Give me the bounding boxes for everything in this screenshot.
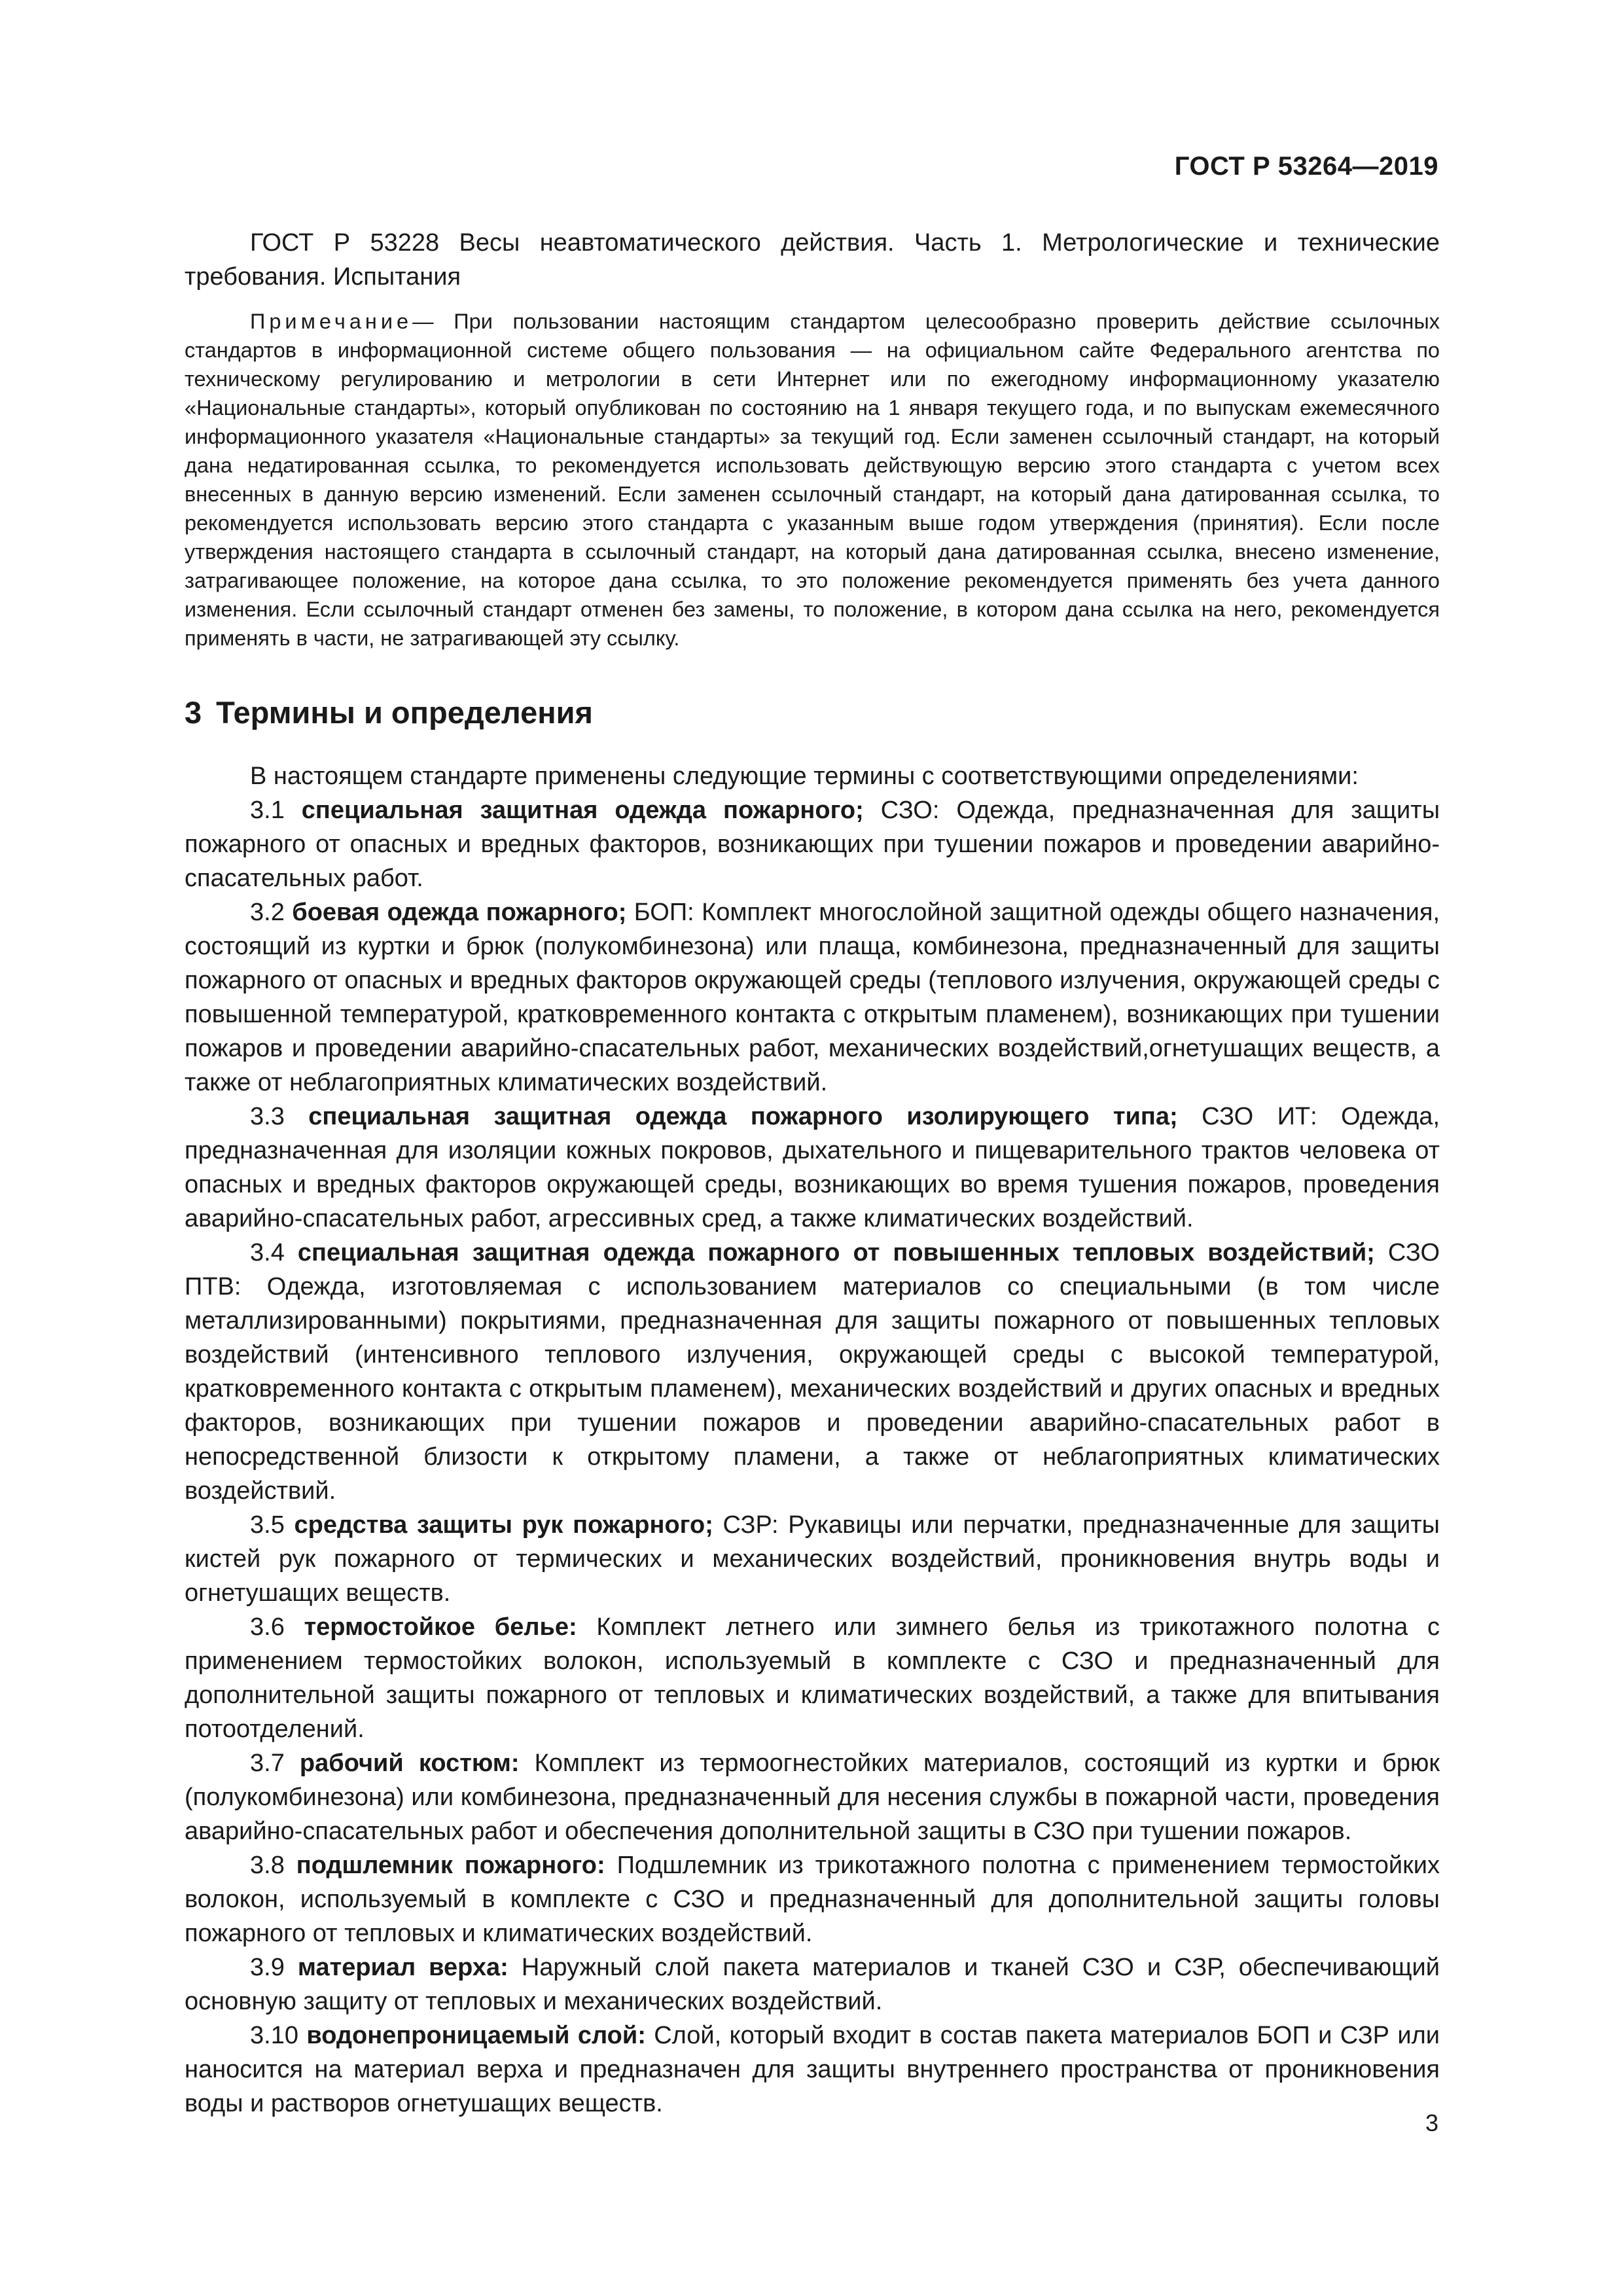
- term-entry: [185, 895, 1440, 1100]
- term-definition: Комплект из термоогнестойких материалов, состоящий из куртки и брюк (полукомбинезона) или комбинезона, предназначенный для несения службы в пожарной части, проведения аварийно-спасательных работ и обеспечения дополнительной защиты в СЗО при тушении пожаров.: [185, 1749, 1440, 1845]
- term-definition: СЗО: Одежда, предназначенная для защиты пожарного от опасных и вредных факторов, возникающих при тушении пожаров и проведении аварийно-спасательных работ.: [185, 797, 1440, 892]
- section-intro: В настоящем стандарте применены следующие термины с соответствующими определениями:: [250, 762, 1359, 790]
- term-definition: СЗО ИТ: Одежда, предназначенная для изоляции кожных покровов, дыхательного и пищеварительного трактов человека от опасных и вредных факторов окружающей среды, возникающих во время тушения пожаров, проведения аварийно-спасательных работ, агрессивных сред, а также климатических воздействий.: [185, 1103, 1440, 1232]
- term-name: специальная защитная одежда пожарного изолирующего типа;: [308, 1103, 1178, 1130]
- term-name: рабочий костюм:: [299, 1749, 520, 1777]
- page-content: [185, 226, 1440, 2121]
- term-number: 3.1: [250, 797, 285, 824]
- section-heading: [185, 694, 1440, 730]
- page-number: 3: [1425, 2109, 1438, 2136]
- term-entry: [185, 1848, 1440, 1950]
- term-entry: [185, 1100, 1440, 1236]
- term-name: специальная защитная одежда пожарного от повышенных тепловых воздействий;: [297, 1239, 1375, 1266]
- term-name: водонепроницаемый слой:: [306, 2022, 646, 2049]
- term-name: специальная защитная одежда пожарного;: [301, 797, 864, 824]
- term-definition: Комплект летнего или зимнего белья из трикотажного полотна с применением термостойких волокон, используемый в комплекте с СЗО и предназначенный для дополнительной защиты пожарного от тепловых и климатических воздействий, а также для впитывания потоотделений.: [185, 1613, 1440, 1743]
- term-name: подшлемник пожарного:: [296, 1852, 605, 1879]
- term-number: 3.2: [250, 899, 285, 926]
- term-number: 3.8: [250, 1852, 285, 1879]
- term-number: 3.7: [250, 1749, 285, 1777]
- term-definition: СЗО ПТВ: Одежда, изготовляемая с использованием материалов со специальными (в том числе металлизированными) покрытиями, предназначенная для защиты пожарного от повышенных тепловых воздействий (интенсивного теплового излучения, окружающей среды с высокой температурой, кратковременного контакта с открытым пламенем), механических воздействий и других опасных и вредных факторов, возникающих при тушении пожаров и проведении аварийно-спасательных работ в непосредственной близости к открытому пламени, а также от неблагоприятных климатических воздействий.: [185, 1239, 1440, 1505]
- term-name: средства защиты рук пожарного;: [294, 1511, 713, 1539]
- reference-entry: ГОСТ Р 53228 Весы неавтоматического действия. Часть 1. Метрологические и технические требования. Испытания: [185, 229, 1440, 291]
- term-entry: [185, 1508, 1440, 1610]
- term-entry: [185, 1610, 1440, 1746]
- term-number: 3.10: [250, 2022, 298, 2049]
- term-entry: [185, 1950, 1440, 2018]
- term-entry: [185, 2018, 1440, 2121]
- term-number: 3.4: [250, 1239, 285, 1266]
- term-definition: Подшлемник из трикотажного полотна с применением термостойких волокон, используемый в комплекте с СЗО и предназначенный для дополнительной защиты головы пожарного от тепловых и климатических воздействий.: [185, 1852, 1440, 1947]
- section-title: Термины и определения: [216, 695, 593, 730]
- note-text: — При пользовании настоящим стандартом целесообразно проверить действие ссылочных стандартов в информационной системе общего пользования — на официальном сайте Федерального агентства по техническому регулированию и метрологии в сети Интернет или по ежегодному информационному указателю «Национальные стандарты», который опубликован по состоянию на 1 января текущего года, и по выпускам ежемесячного информационного указателя «Национальные стандарты» за текущий год. Если заменен ссылочный стандарт, на который дана недатированная ссылка, то рекомендуется использовать действующую версию этого стандарта с учетом всех внесенных в данную версию изменений. Если заменен ссылочный стандарт, на который дана датированная ссылка, то рекомендуется использовать версию этого стандарта с указанным выше годом утверждения (принятия). Если после утверждения настоящего стандарта в ссылочный стандарт, на который дана датированная ссылка, внесено изменение, затрагивающее положение, на которое дана ссылка, то это положение рекомендуется применять без учета данного изменения. Если ссылочный стандарт отменен без замены, то положение, в котором дана ссылка на него, рекомендуется применять в части, не затрагивающей эту ссылку.: [185, 310, 1440, 650]
- document-code: ГОСТ Р 53264—2019: [1174, 152, 1438, 181]
- term-entry: [185, 1746, 1440, 1848]
- term-number: 3.5: [250, 1511, 285, 1539]
- term-number: 3.3: [250, 1103, 285, 1130]
- term-name: боевая одежда пожарного;: [292, 899, 627, 926]
- term-entry: [185, 793, 1440, 895]
- note-label: Примечание: [250, 310, 413, 333]
- term-entry: [185, 1236, 1440, 1508]
- term-definition: БОП: Комплект многослойной защитной одежды общего назначения, состоящий из куртки и брюк (полукомбинезона) или плаща, комбинезона, предназначенный для защиты пожарного от опасных и вредных факторов окружающей среды (теплового излучения, окружающей среды с повышенной температурой, кратковременного контакта с открытым пламенем), возникающих при тушении пожаров и проведении аварийно-спасательных работ, механических воздействий,огнетушащих веществ, а также от неблагоприятных климатических воздействий.: [185, 899, 1440, 1096]
- section-number: 3: [185, 695, 202, 730]
- note-paragraph: [185, 307, 1440, 653]
- term-name: материал верха:: [297, 1954, 508, 1981]
- term-definition: Наружный слой пакета материалов и тканей СЗО и СЗР, обеспечивающий основную защиту от тепловых и механических воздействий.: [185, 1954, 1440, 2015]
- term-number: 3.9: [250, 1954, 285, 1981]
- term-name: термостойкое белье:: [304, 1613, 577, 1641]
- term-number: 3.6: [250, 1613, 285, 1641]
- term-definition: СЗР: Рукавицы или перчатки, предназначенные для защиты кистей рук пожарного от термических и механических воздействий, проникновения внутрь воды и огнетушащих веществ.: [185, 1511, 1440, 1607]
- term-definition: Слой, который входит в состав пакета материалов БОП и СЗР или наносится на материал верха и предназначен для защиты внутреннего пространства от проникновения воды и растворов огнетушащих веществ.: [185, 2022, 1440, 2117]
